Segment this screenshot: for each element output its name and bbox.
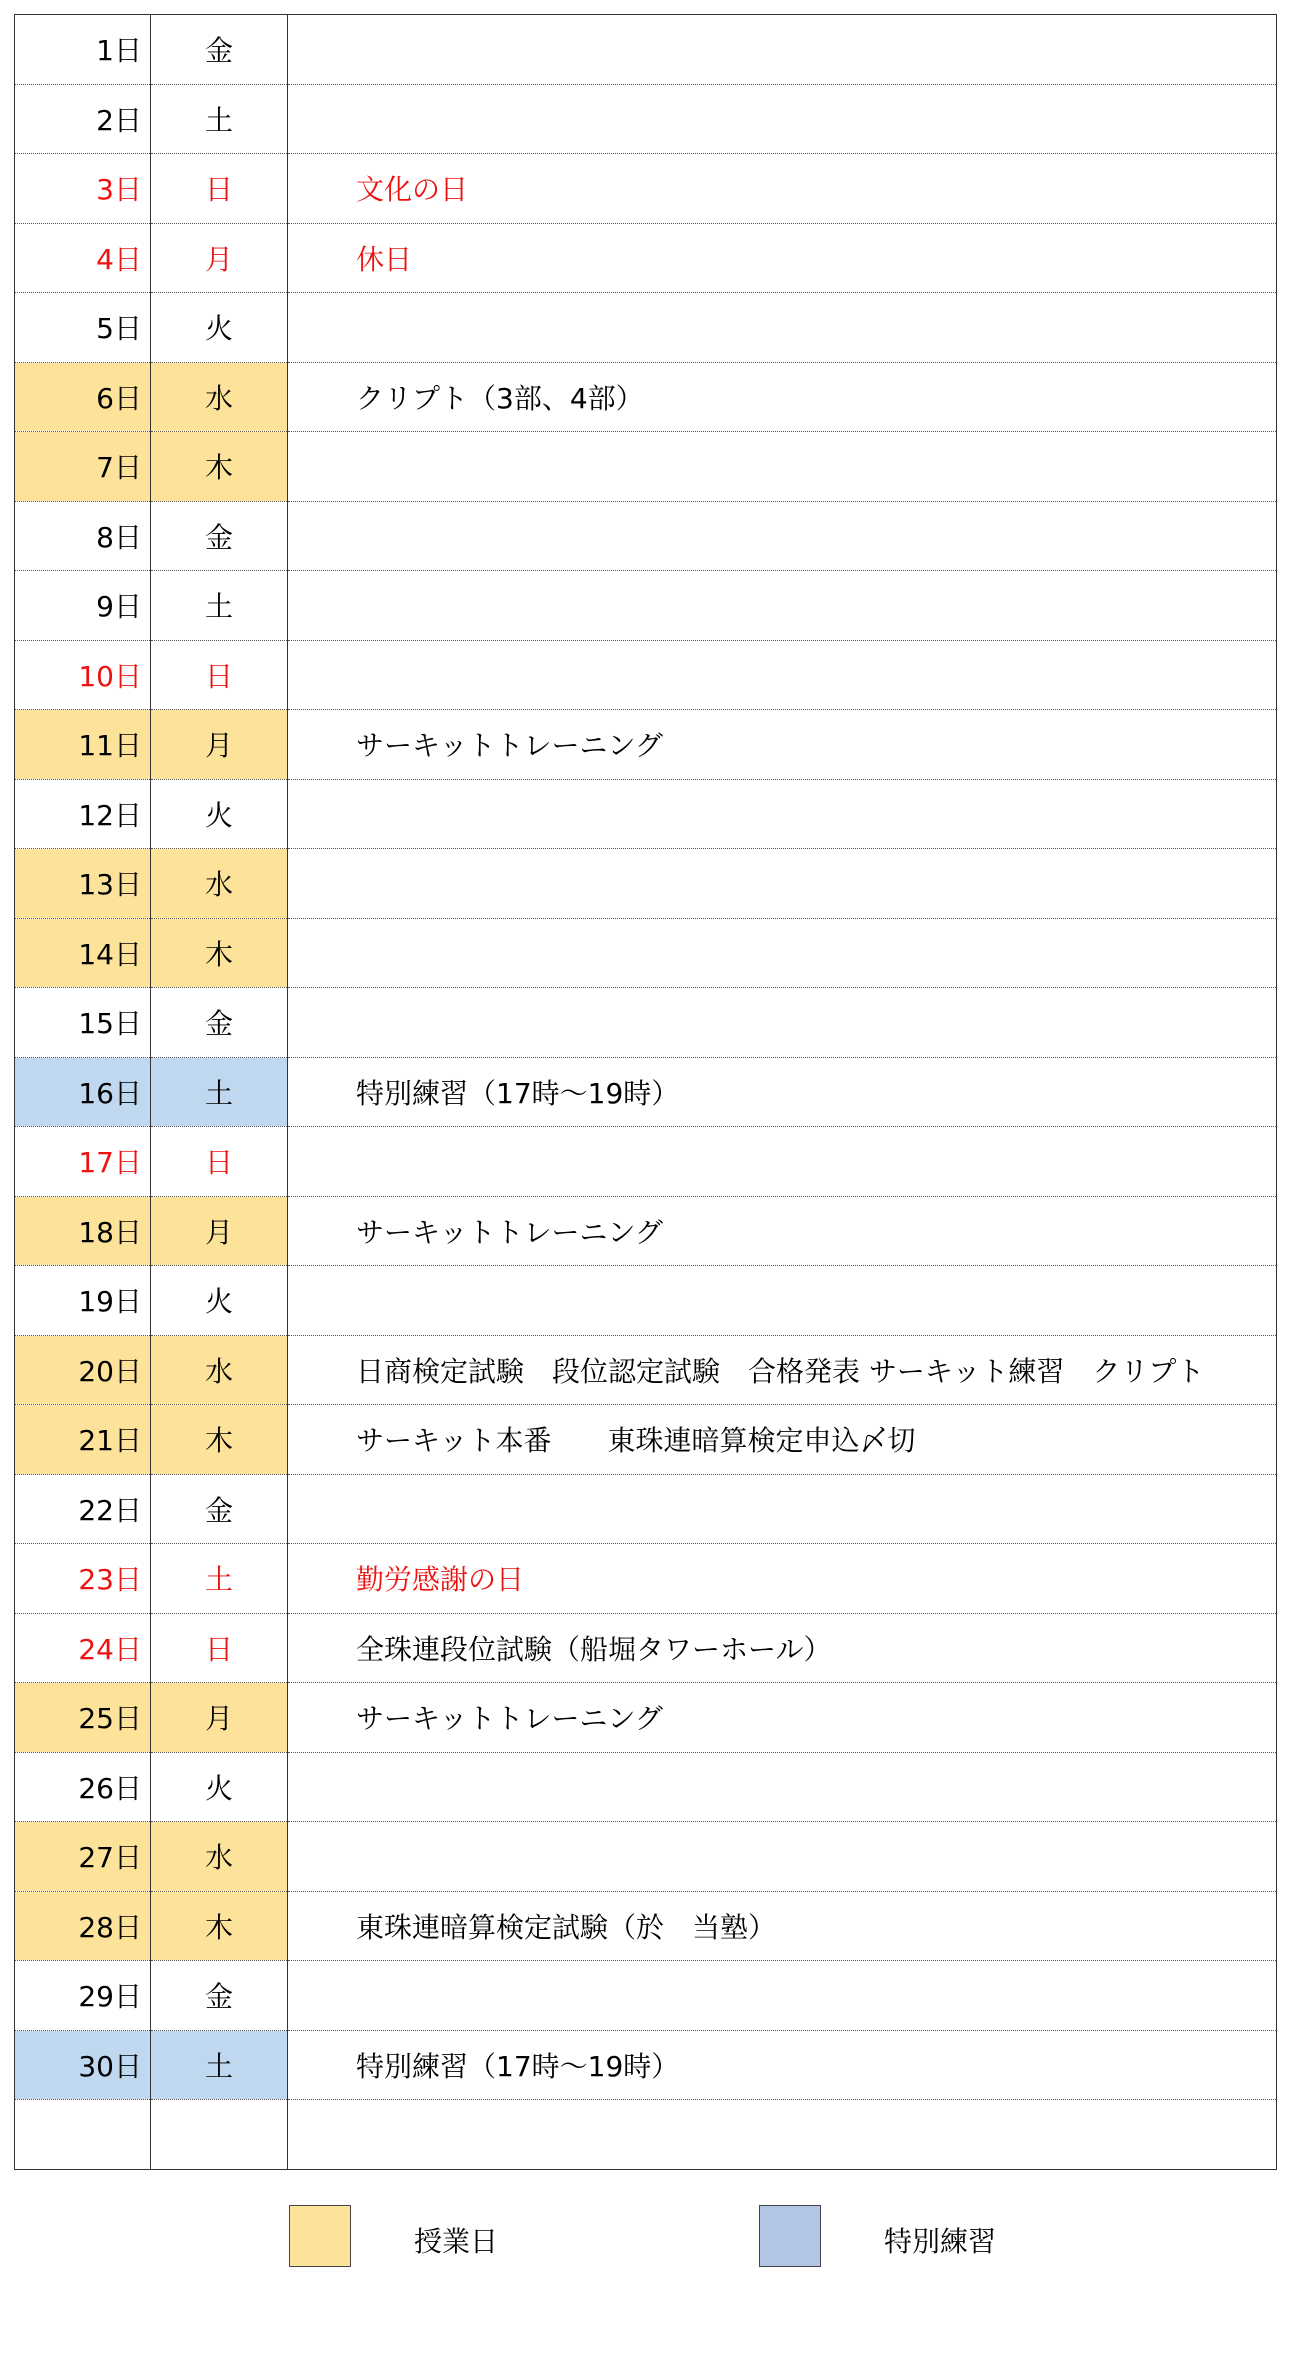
event-cell: [288, 571, 1277, 641]
calendar-row: [15, 1683, 1277, 1753]
weekday-cell: 土: [151, 2030, 288, 2100]
event-cell: 特別練習（17時～19時）: [288, 1057, 1277, 1127]
calendar-row: [15, 918, 1277, 988]
schedule-body: [15, 15, 1277, 2170]
weekday-cell: 月: [151, 223, 288, 293]
weekday-cell: 木: [151, 432, 288, 502]
weekday-cell: 水: [151, 362, 288, 432]
calendar-row: [15, 849, 1277, 919]
weekday-cell: 金: [151, 15, 288, 85]
weekday-cell: 金: [151, 1961, 288, 2031]
event-cell: [288, 640, 1277, 710]
calendar-row: [15, 1822, 1277, 1892]
weekday-cell: 木: [151, 918, 288, 988]
event-cell: 東珠連暗算検定試験（於 当塾）: [288, 1891, 1277, 1961]
event-cell: [288, 432, 1277, 502]
calendar-row: [15, 1335, 1277, 1405]
day-cell: [15, 2100, 151, 2170]
day-cell: 30日: [15, 2030, 151, 2100]
calendar-row: [15, 15, 1277, 85]
weekday-cell: 月: [151, 1683, 288, 1753]
calendar-row: [15, 1127, 1277, 1197]
calendar-row: [15, 779, 1277, 849]
calendar-row: [15, 1266, 1277, 1336]
calendar-row: [15, 293, 1277, 363]
calendar-row: [15, 2100, 1277, 2170]
weekday-cell: 金: [151, 988, 288, 1058]
weekday-cell: 日: [151, 1613, 288, 1683]
weekday-cell: 土: [151, 571, 288, 641]
calendar-row: [15, 710, 1277, 780]
day-cell: 13日: [15, 849, 151, 919]
day-cell: 29日: [15, 1961, 151, 2031]
weekday-cell: 土: [151, 1057, 288, 1127]
special-practice-swatch: [759, 2205, 821, 2267]
weekday-cell: 水: [151, 849, 288, 919]
event-cell: [288, 2100, 1277, 2170]
calendar-row: [15, 362, 1277, 432]
weekday-cell: [151, 2100, 288, 2170]
event-cell: [288, 918, 1277, 988]
day-cell: 20日: [15, 1335, 151, 1405]
calendar-row: [15, 84, 1277, 154]
event-cell: [288, 849, 1277, 919]
event-cell: クリプト（3部、4部）: [288, 362, 1277, 432]
event-cell: 勤労感謝の日: [288, 1544, 1277, 1614]
calendar-row: [15, 988, 1277, 1058]
event-cell: サーキットトレーニング: [288, 1196, 1277, 1266]
event-cell: [288, 1127, 1277, 1197]
weekday-cell: 日: [151, 154, 288, 224]
calendar-row: [15, 2030, 1277, 2100]
weekday-cell: 日: [151, 1127, 288, 1197]
event-cell: [288, 1266, 1277, 1336]
event-cell: サーキットトレーニング: [288, 1683, 1277, 1753]
event-cell: 全珠連段位試験（船堀タワーホール）: [288, 1613, 1277, 1683]
calendar-row: [15, 223, 1277, 293]
day-cell: 19日: [15, 1266, 151, 1336]
class-day-swatch: [289, 2205, 351, 2267]
event-cell: 文化の日: [288, 154, 1277, 224]
day-cell: 24日: [15, 1613, 151, 1683]
weekday-cell: 金: [151, 1474, 288, 1544]
calendar-row: [15, 1613, 1277, 1683]
day-cell: 25日: [15, 1683, 151, 1753]
day-cell: 8日: [15, 501, 151, 571]
day-cell: 23日: [15, 1544, 151, 1614]
weekday-cell: 木: [151, 1405, 288, 1475]
event-cell: [288, 779, 1277, 849]
calendar-row: [15, 1544, 1277, 1614]
weekday-cell: 火: [151, 779, 288, 849]
weekday-cell: 木: [151, 1891, 288, 1961]
calendar-row: [15, 1961, 1277, 2031]
event-cell: [288, 1822, 1277, 1892]
event-cell: サーキットトレーニング: [288, 710, 1277, 780]
weekday-cell: 金: [151, 501, 288, 571]
day-cell: 18日: [15, 1196, 151, 1266]
day-cell: 6日: [15, 362, 151, 432]
day-cell: 26日: [15, 1752, 151, 1822]
schedule-table: [14, 14, 1277, 2170]
day-cell: 2日: [15, 84, 151, 154]
day-cell: 27日: [15, 1822, 151, 1892]
day-cell: 21日: [15, 1405, 151, 1475]
day-cell: 3日: [15, 154, 151, 224]
day-cell: 11日: [15, 710, 151, 780]
event-cell: 日商検定試験 段位認定試験 合格発表 サーキット練習 クリプト: [288, 1335, 1277, 1405]
day-cell: 12日: [15, 779, 151, 849]
calendar-row: [15, 1752, 1277, 1822]
weekday-cell: 火: [151, 293, 288, 363]
weekday-cell: 土: [151, 1544, 288, 1614]
day-cell: 10日: [15, 640, 151, 710]
event-cell: [288, 988, 1277, 1058]
day-cell: 16日: [15, 1057, 151, 1127]
event-cell: [288, 1752, 1277, 1822]
event-cell: [288, 293, 1277, 363]
day-cell: 5日: [15, 293, 151, 363]
calendar-row: [15, 1405, 1277, 1475]
weekday-cell: 火: [151, 1266, 288, 1336]
calendar-row: [15, 1057, 1277, 1127]
calendar-row: [15, 571, 1277, 641]
weekday-cell: 土: [151, 84, 288, 154]
day-cell: 28日: [15, 1891, 151, 1961]
weekday-cell: 月: [151, 1196, 288, 1266]
calendar-row: [15, 1196, 1277, 1266]
event-cell: 特別練習（17時～19時）: [288, 2030, 1277, 2100]
calendar-row: [15, 501, 1277, 571]
class-day-label: 授業日: [414, 2225, 499, 2258]
day-cell: 1日: [15, 15, 151, 85]
event-cell: [288, 1474, 1277, 1544]
weekday-cell: 水: [151, 1822, 288, 1892]
day-cell: 4日: [15, 223, 151, 293]
calendar-row: [15, 640, 1277, 710]
event-cell: サーキット本番 東珠連暗算検定申込〆切: [288, 1405, 1277, 1475]
day-cell: 9日: [15, 571, 151, 641]
day-cell: 14日: [15, 918, 151, 988]
calendar-row: [15, 432, 1277, 502]
special-practice-label: 特別練習: [884, 2225, 997, 2258]
calendar-row: [15, 1891, 1277, 1961]
event-cell: 休日: [288, 223, 1277, 293]
calendar-row: [15, 154, 1277, 224]
day-cell: 22日: [15, 1474, 151, 1544]
event-cell: [288, 1961, 1277, 2031]
day-cell: 17日: [15, 1127, 151, 1197]
weekday-cell: 日: [151, 640, 288, 710]
weekday-cell: 月: [151, 710, 288, 780]
day-cell: 15日: [15, 988, 151, 1058]
day-cell: 7日: [15, 432, 151, 502]
weekday-cell: 火: [151, 1752, 288, 1822]
event-cell: [288, 84, 1277, 154]
event-cell: [288, 501, 1277, 571]
calendar-row: [15, 1474, 1277, 1544]
weekday-cell: 水: [151, 1335, 288, 1405]
event-cell: [288, 15, 1277, 85]
